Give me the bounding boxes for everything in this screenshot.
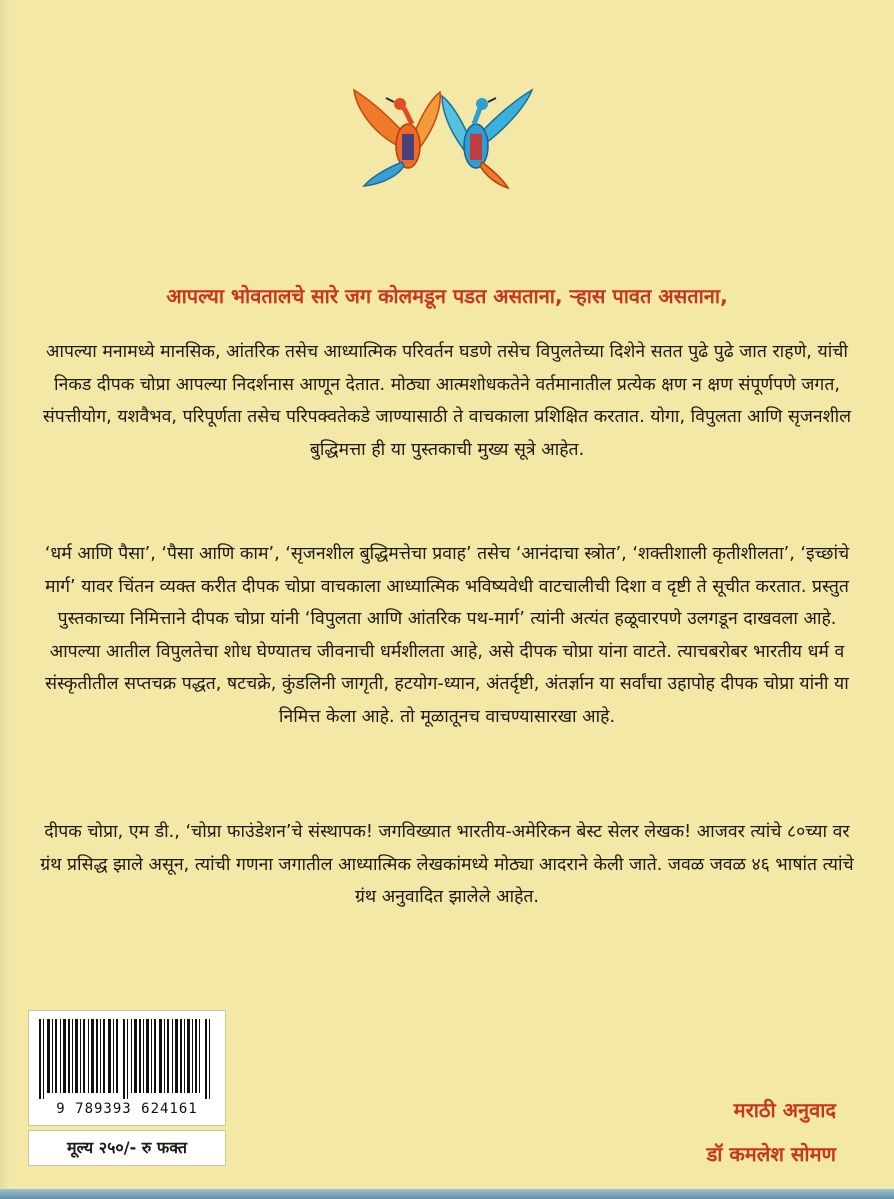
birds-illustration xyxy=(348,80,538,192)
birds-svg xyxy=(348,80,538,192)
cover-bottom-edge xyxy=(0,1189,894,1199)
blurb-paragraph-1: आपल्या मनामध्ये मानसिक, आंतरिक तसेच आध्यात्मिक परिवर्तन घडणे तसेच विपुलतेच्या दिशेने सतत पुढे पुढे जात राहणे, यांची निकड दीपक चोप्रा आपल्या निदर्शनास आणून देतात. मोठ्या आत्मशोधकतेने वर्तमानातील प्रत्येक क्षण न क्षण संपूर्णपणे जगत, संपत्तीयोग, यशवैभव, परिपूर्णता तसेच परिपक्वतेकडे जाण्यासाठी ते वाचकाला प्रशिक्षित करतात. योगा, विपुलता आणि सृजनशील बुद्धिमत्ता ही या पुस्तकाची मुख्य सूत्रे आहेत. xyxy=(42,342,852,460)
author-bio-paragraph: दीपक चोप्रा, एम डी., ‘चोप्रा फाउंडेशन’चे संस्थापक! जगविख्यात भारतीय-अमेरिकन बेस्ट सेलर लेखक! आजवर त्यांचे ८०च्या वर ग्रंथ प्रसिद्ध झाले असून, त्यांची गणना जगातील आध्यात्मिक लेखकांमध्ये मोठ्या आदराने केली जाते. जवळ जवळ ४६ भाषांत त्यांचे ग्रंथ अनुवादित झालेले आहेत. xyxy=(40,822,854,908)
orange-bird-icon xyxy=(354,90,440,186)
blue-bird-icon xyxy=(442,90,532,188)
isbn-barcode xyxy=(28,1010,226,1126)
translation-label: मराठी अनुवाद xyxy=(733,1098,836,1122)
cover-spine-edge xyxy=(0,0,10,1199)
barcode-icon xyxy=(37,1019,217,1099)
isbn-number: 9 789393 624161 xyxy=(56,1101,198,1117)
tagline: आपल्या भोवतालचे सारे जग कोलमडून पडत असताना, ऱ्हास पावत असताना, xyxy=(166,284,728,308)
translator-name: डॉ कमलेश सोमण xyxy=(706,1142,836,1166)
blurb-paragraph-2: ‘धर्म आणि पैसा’, ‘पैसा आणि काम’, ‘सृजनशील बुद्धिमत्तेचा प्रवाह’ तसेच ‘आनंदाचा स्त्रोत’, ‘शक्तीशाली कृतीशीलता’, ‘इच्छांचे मार्ग’ यावर चिंतन व्यक्त करीत दीपक चोप्रा वाचकाला आध्यात्मिक भविष्यवेधी वाटचालीची दिशा व दृष्टी ते सूचीत करतात. प्रस्तुत पुस्तकाच्या निमित्ताने दीपक चोप्रा यांनी ‘विपुलता आणि आंतरिक पथ-मार्ग’ त्यांनी अत्यंत हळूवारपणे उलगडून दाखवला आहे. आपल्या आतील विपुलतेचा शोध घेण्यातच जीवनाची धर्मशीलता आहे, असे दीपक चोप्रा यांना वाटते. त्याचबरोबर भारतीय धर्म व संस्कृतीतील सप्तचक्र पद्धत, षटचक्रे, कुंडलिनी जागृती, हटयोग-ध्यान, अंतर्दृष्टी, अंतर्ज्ञान या सर्वांचा उहापोह दीपक चोप्रा यांनी या निमित्त केला आहे. तो मूळातूनच वाचण्यासारखा आहे. xyxy=(44,544,850,727)
price-label: मूल्य २५०/- रु फक्त xyxy=(28,1130,226,1166)
